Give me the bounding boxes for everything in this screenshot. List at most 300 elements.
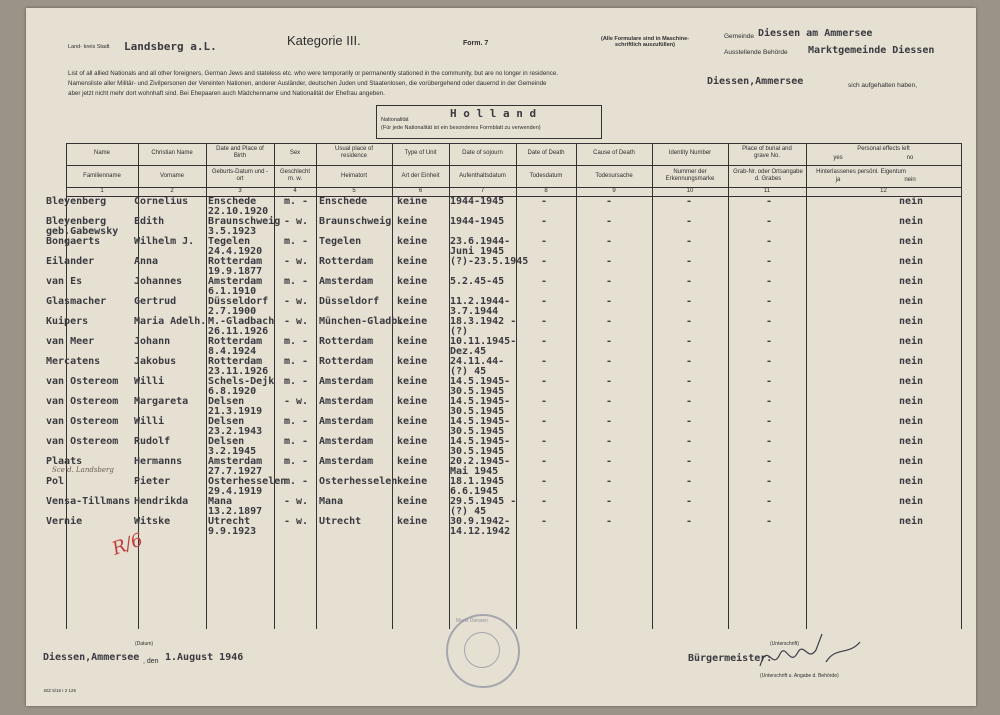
row-first-name: Witske [134, 516, 171, 527]
col-num: 8 [544, 188, 548, 194]
nationality-label: Nationalität [381, 117, 409, 123]
col-num: 11 [763, 188, 771, 194]
row-unit: keine [397, 276, 428, 287]
row-birth-place: Braunschweig [208, 216, 281, 227]
row-birth-date: 6.1.1910 [208, 286, 257, 297]
row-effects: nein [899, 476, 924, 487]
row-effects: nein [899, 216, 924, 227]
empty-cell-dash: - [606, 376, 613, 387]
empty-cell-dash: - [766, 316, 773, 327]
col-header-death-cause: Cause of Death [593, 150, 635, 156]
empty-cell-dash: - [766, 376, 773, 387]
row-date: 18.1.1945 [450, 476, 505, 487]
row-home: München-Gladb. [319, 316, 404, 327]
row-birth-date: 22.10.1920 [208, 206, 269, 217]
row-effects: nein [899, 416, 924, 427]
row-birth-place: Tegelen [208, 236, 251, 247]
empty-cell-dash: - [541, 236, 548, 247]
row-first-name: Wilhelm J. [134, 236, 195, 247]
row-effects: nein [899, 196, 924, 207]
empty-cell-dash: - [541, 396, 548, 407]
row-name: Bleyenberg [46, 196, 107, 207]
row-effects: nein [899, 336, 924, 347]
empty-cell-dash: - [541, 196, 548, 207]
row-birth-date: 23.2.1943 [208, 426, 263, 437]
empty-cell-dash: - [606, 196, 613, 207]
col-num: 2 [170, 188, 174, 194]
empty-cell-dash: - [686, 416, 693, 427]
empty-cell-dash: - [541, 476, 548, 487]
gemeinde-value: Diessen am Ammersee [758, 28, 873, 39]
row-date: 20.2.1945- [450, 456, 511, 467]
row-unit: keine [397, 376, 428, 387]
empty-cell-dash: - [541, 296, 548, 307]
official-seal [446, 614, 520, 688]
col-header-effects-de: Hinterlassenes persönl. Eigentum [816, 169, 906, 175]
row-date-2: 6.6.1945 [450, 486, 499, 497]
row-birth-date: 19.9.1877 [208, 266, 263, 277]
empty-cell-dash: - [766, 416, 773, 427]
row-birth-date: 21.3.1919 [208, 406, 263, 417]
row-birth-place: Delsen [208, 436, 245, 447]
row-effects: nein [899, 516, 924, 527]
intro-german-end: sich aufgehalten haben, [848, 82, 918, 89]
row-home: Rotterdam [319, 336, 374, 347]
date-label: (Datum) [135, 641, 154, 647]
empty-cell-dash: - [606, 236, 613, 247]
row-effects: nein [899, 236, 924, 247]
row-sex: - w. [284, 316, 309, 327]
empty-cell-dash: - [766, 296, 773, 307]
row-effects: nein [899, 256, 924, 267]
footer-date: 1.August 1946 [165, 652, 244, 663]
empty-cell-dash: - [686, 496, 693, 507]
grid-line [316, 143, 317, 629]
row-effects: nein [899, 356, 924, 367]
row-birth-place: Mana [208, 496, 233, 507]
row-date-2: (?) 45 [450, 366, 487, 377]
empty-cell-dash: - [686, 216, 693, 227]
row-name: Kuipers [46, 316, 89, 327]
row-date: 5.2.45-45 [450, 276, 505, 287]
row-birth-date: 6.8.1920 [208, 386, 257, 397]
empty-cell-dash: - [606, 296, 613, 307]
row-date-2: Mai 1945 [450, 466, 499, 477]
gemeinde-label: Gemeinde [724, 33, 754, 40]
col-header-effects-ja: ja [835, 177, 841, 183]
col-header-unit-de: Art der Einheit [401, 173, 440, 179]
col-header-identity-de: Nummer der Erkennungsmarke [665, 169, 715, 182]
row-sex: - w. [284, 396, 309, 407]
row-date: 14.5.1945- [450, 416, 511, 427]
row-birth-date: 3.2.1945 [208, 446, 257, 457]
row-sex: m. - [284, 276, 309, 287]
row-first-name: Anna [134, 256, 159, 267]
grid-line [576, 143, 577, 629]
row-unit: keine [397, 356, 428, 367]
col-header-christian-de: Vorname [159, 173, 184, 179]
empty-cell-dash: - [686, 396, 693, 407]
row-first-name: Johannes [134, 276, 183, 287]
grid-line [392, 143, 393, 629]
row-unit: keine [397, 436, 428, 447]
red-check-mark: R/6 [109, 529, 146, 560]
seal-text: Markt Diessen [456, 618, 488, 624]
row-name: Plaats [46, 456, 83, 467]
row-birth-date: 29.4.1919 [208, 486, 263, 497]
empty-cell-dash: - [606, 256, 613, 267]
row-first-name: Willi [134, 416, 165, 427]
behoerde-label: Ausstellende Behörde [724, 49, 788, 56]
empty-cell-dash: - [686, 296, 693, 307]
row-birth-date: 27.7.1927 [208, 466, 263, 477]
row-first-name: Jakobus [134, 356, 177, 367]
row-birth-place: Enschede [208, 196, 257, 207]
footer-den: , den [143, 658, 159, 665]
row-date-2: 30.5.1945 [450, 406, 505, 417]
row-date: 14.5.1945- [450, 396, 511, 407]
row-home: Rotterdam [319, 356, 374, 367]
row-first-name: Johann [134, 336, 171, 347]
row-sex: - w. [284, 296, 309, 307]
row-first-name: Cornelius [134, 196, 189, 207]
row-name: van Ostereom [46, 436, 119, 447]
row-name: Vernie [46, 516, 83, 527]
empty-cell-dash: - [686, 316, 693, 327]
row-unit: keine [397, 316, 428, 327]
col-header-burial: Place of burial and grave No. [742, 146, 792, 159]
empty-cell-dash: - [606, 516, 613, 527]
row-effects: nein [899, 296, 924, 307]
col-num: 4 [293, 188, 297, 194]
row-birth-place: M.-Gladbach [208, 316, 275, 327]
row-date-2: Juni 1945 [450, 246, 505, 257]
empty-cell-dash: - [766, 236, 773, 247]
col-num: 6 [418, 188, 423, 194]
empty-cell-dash: - [766, 336, 773, 347]
row-home: Amsterdam [319, 436, 374, 447]
empty-cell-dash: - [606, 216, 613, 227]
empty-cell-dash: - [686, 336, 693, 347]
col-header-unit: Type of Unit [404, 150, 437, 156]
mayor-label: Bürgermeister: [688, 653, 773, 664]
empty-cell-dash: - [541, 216, 548, 227]
col-header-death-date-de: Todesdatum [529, 173, 563, 179]
empty-cell-dash: - [686, 516, 693, 527]
empty-cell-dash: - [686, 456, 693, 467]
row-first-name: Hendrikda [134, 496, 189, 507]
col-num: 12 [880, 188, 887, 194]
nationality-value: H o l l a n d [450, 107, 537, 120]
row-effects: nein [899, 456, 924, 467]
row-birth-place: Delsen [208, 396, 245, 407]
row-home: Braunschweig [319, 216, 392, 227]
signature-label: (Unterschrift) [770, 641, 799, 647]
row-effects: nein [899, 396, 924, 407]
row-date-2: 30.5.1945 [450, 386, 505, 397]
row-unit: keine [397, 256, 428, 267]
empty-cell-dash: - [766, 456, 773, 467]
empty-cell-dash: - [541, 496, 548, 507]
row-date: 23.6.1944- [450, 236, 511, 247]
row-unit: keine [397, 396, 428, 407]
row-unit: keine [397, 476, 428, 487]
row-name: Vensa-Tillmans [46, 496, 131, 507]
row-date: 10.11.1945- [450, 336, 517, 347]
row-birth-date: 23.11.1926 [208, 366, 269, 377]
empty-cell-dash: - [686, 196, 693, 207]
row-sex: - w. [284, 256, 309, 267]
col-num: 3 [238, 188, 242, 194]
row-birth-place: Utrecht [208, 516, 251, 527]
form-note: (Alle Formulare sind in Maschine-schriftlich auszufüllen) [600, 36, 690, 48]
col-num: 10 [686, 188, 694, 194]
row-date: 24.11.44- [450, 356, 505, 367]
empty-cell-dash: - [686, 236, 693, 247]
row-name: Bongaerts [46, 236, 101, 247]
row-date: 14.5.1945- [450, 436, 511, 447]
row-home: Amsterdam [319, 416, 374, 427]
col-num: 7 [480, 188, 485, 194]
col-header-christian: Christian Name [151, 150, 193, 156]
col-num: 9 [612, 188, 616, 194]
seal-inner-ring [464, 632, 500, 668]
row-date: 29.5.1945 - [450, 496, 517, 507]
col-header-death-date: Date of Death [527, 150, 565, 156]
empty-cell-dash: - [766, 356, 773, 367]
row-sex: m. - [284, 476, 309, 487]
col-header-sojourn: Date of sojourn [462, 150, 503, 156]
row-name: van Ostereom [46, 416, 119, 427]
row-date: 18.3.1942 - [450, 316, 517, 327]
row-unit: keine [397, 236, 428, 247]
col-header-effects-no: no [906, 155, 914, 161]
empty-cell-dash: - [541, 456, 548, 467]
row-birth-place: Düsseldorf [208, 296, 269, 307]
row-date: 11.2.1944- [450, 296, 511, 307]
grid-line [728, 143, 729, 629]
row-sex: - w. [284, 216, 309, 227]
row-date-2: 14.12.1942 [450, 526, 511, 537]
col-header-sex: Sex [289, 150, 301, 156]
row-name: Pol [46, 476, 65, 487]
empty-cell-dash: - [541, 256, 548, 267]
row-sex: m. - [284, 456, 309, 467]
row-date: 1944-1945 [450, 196, 505, 207]
empty-cell-dash: - [606, 336, 613, 347]
empty-cell-dash: - [606, 416, 613, 427]
empty-cell-dash: - [606, 476, 613, 487]
row-date: 30.9.1942- [450, 516, 511, 527]
row-date: (?)-23.5.1945 [450, 256, 529, 267]
empty-cell-dash: - [766, 216, 773, 227]
row-name-2: geb.Gabewsky [46, 226, 119, 237]
row-home: Amsterdam [319, 276, 374, 287]
col-header-effects-yes: yes [833, 155, 843, 161]
empty-cell-dash: - [766, 496, 773, 507]
intro-german-2: aber jetzt nicht mehr dort wohnhaft sind. Bei Ehepaaren auch Mädchenname und Nationalität der Ehefrau angeben. [68, 90, 385, 97]
nationality-note: (Für jede Nationalität ist ein besonderes Formblatt zu verwenden) [381, 125, 541, 131]
empty-cell-dash: - [686, 256, 693, 267]
row-date: 14.5.1945- [450, 376, 511, 387]
row-sex: m. - [284, 436, 309, 447]
row-unit: keine [397, 336, 428, 347]
row-sex: - w. [284, 516, 309, 527]
header-bottom [66, 196, 962, 197]
empty-cell-dash: - [766, 516, 773, 527]
mayor-signature [756, 632, 866, 676]
empty-cell-dash: - [541, 436, 548, 447]
empty-cell-dash: - [541, 416, 548, 427]
row-birth-place: Rotterdam [208, 256, 263, 267]
row-name: Eilander [46, 256, 95, 267]
row-home: Osterhesselen [319, 476, 398, 487]
row-date: 1944-1945 [450, 216, 505, 227]
col-header-sex-de: Geschlecht m. w. [279, 169, 310, 182]
row-unit: keine [397, 216, 428, 227]
col-header-sojourn-de: Aufenthaltsdatum [459, 173, 506, 179]
row-name: van Ostereom [46, 396, 119, 407]
row-birth-place: Rotterdam [208, 336, 263, 347]
kreis-label: Land- kreis Stadt [68, 44, 110, 50]
row-birth-date: 24.4.1920 [208, 246, 263, 257]
empty-cell-dash: - [766, 436, 773, 447]
empty-cell-dash: - [686, 476, 693, 487]
intro-english: List of all allied Nationals and all other foreigners, German Jews and stateless etc. who were temporarily or permanently stationed in the community, but are no longer in residence. [68, 70, 558, 77]
handwritten-note: Sce d. Landsberg [52, 466, 114, 474]
behoerde-value: Marktgemeinde Diessen [808, 45, 935, 56]
row-date-2: (?) [450, 326, 469, 337]
row-first-name: Willi [134, 376, 165, 387]
empty-cell-dash: - [541, 316, 548, 327]
row-unit: keine [397, 516, 428, 527]
row-effects: nein [899, 376, 924, 387]
row-sex: m. - [284, 236, 309, 247]
grid-line [652, 143, 653, 629]
footer-place: Diessen,Ammersee [43, 652, 140, 663]
col-num: 1 [100, 188, 104, 194]
row-first-name: Maria Adelh. [134, 316, 207, 327]
empty-cell-dash: - [606, 436, 613, 447]
row-unit: keine [397, 196, 428, 207]
row-effects: nein [899, 436, 924, 447]
row-sex: - w. [284, 496, 309, 507]
row-effects: nein [899, 316, 924, 327]
row-sex: m. - [284, 336, 309, 347]
row-birth-date: 2.7.1900 [208, 306, 257, 317]
row-effects: nein [899, 276, 924, 287]
row-name: van Es [46, 276, 83, 287]
empty-cell-dash: - [766, 196, 773, 207]
col-header-effects-nein: nein [904, 177, 916, 183]
row-name: van Ostereom [46, 376, 119, 387]
row-first-name: Margareta [134, 396, 189, 407]
row-date-2: 30.5.1945 [450, 426, 505, 437]
row-first-name: Rudolf [134, 436, 171, 447]
row-name: Mercatens [46, 356, 101, 367]
grid-line [961, 143, 962, 629]
row-birth-place: Rotterdam [208, 356, 263, 367]
col-num: 5 [352, 188, 356, 194]
row-unit: keine [397, 416, 428, 427]
col-header-name-de: Familienname [83, 173, 121, 179]
empty-cell-dash: - [541, 376, 548, 387]
row-home: Tegelen [319, 236, 362, 247]
print-code: B/Z 5/16 I 2 125 [44, 688, 77, 693]
row-home: Amsterdam [319, 376, 374, 387]
row-birth-place: Schels-Dejk [208, 376, 275, 387]
row-birth-date: 8.4.1924 [208, 346, 257, 357]
row-date-2: 3.7.1944 [450, 306, 499, 317]
row-home: Enschede [319, 196, 368, 207]
row-name: Glasmacher [46, 296, 107, 307]
signature-note: (Unterschrift u. Angabe d. Behörde) [760, 673, 839, 679]
empty-cell-dash: - [686, 276, 693, 287]
form-number: Form. 7 [463, 40, 489, 47]
col-header-effects: Personal effects left [857, 146, 910, 152]
col-header-residence: Usual place of residence [334, 146, 374, 159]
row-date-2: (?) 45 [450, 506, 487, 517]
grid-line [206, 143, 207, 629]
row-home: Utrecht [319, 516, 362, 527]
col-header-name: Name [93, 150, 110, 156]
empty-cell-dash: - [766, 476, 773, 487]
row-name: Bleyenberg [46, 216, 107, 227]
grid-line [516, 143, 517, 629]
row-date-2: 30.5.1945 [450, 446, 505, 457]
empty-cell-dash: - [541, 516, 548, 527]
empty-cell-dash: - [606, 496, 613, 507]
col-header-birth-de: Geburts-Datum und -ort [211, 169, 269, 182]
row-birth-date: 13.2.1897 [208, 506, 263, 517]
row-first-name: Hermanns [134, 456, 183, 467]
row-birth-date: 3.5.1923 [208, 226, 257, 237]
empty-cell-dash: - [541, 276, 548, 287]
col-header-burial-de: Grab-Nr. oder Ortsangabe d. Grabes [733, 169, 803, 182]
kreis-value: Landsberg a.L. [124, 40, 217, 53]
empty-cell-dash: - [766, 396, 773, 407]
row-birth-date: 9.9.1923 [208, 526, 257, 537]
empty-cell-dash: - [541, 336, 548, 347]
row-first-name: Gertrud [134, 296, 177, 307]
table-top-border [66, 143, 962, 144]
header-divider [66, 165, 962, 166]
intro-place: Diessen,Ammersee [707, 76, 804, 87]
empty-cell-dash: - [606, 276, 613, 287]
row-first-name: Pieter [134, 476, 171, 487]
form-title: Kategorie III. [287, 33, 361, 48]
empty-cell-dash: - [606, 396, 613, 407]
intro-german: Namensliste aller Militär- und Zivilpersonen der Vereinten Nationen, anderer Ausländer, deutschen Juden und Staatenlosen, die vorübergehend oder dauernd in der Gemeinde [68, 80, 547, 87]
empty-cell-dash: - [766, 256, 773, 267]
row-home: Rotterdam [319, 256, 374, 267]
row-birth-place: Amsterdam [208, 276, 263, 287]
empty-cell-dash: - [686, 436, 693, 447]
row-unit: keine [397, 456, 428, 467]
row-birth-place: Osterhesselen [208, 476, 287, 487]
row-first-name: Edith [134, 216, 165, 227]
empty-cell-dash: - [606, 356, 613, 367]
row-unit: keine [397, 496, 428, 507]
empty-cell-dash: - [606, 316, 613, 327]
col-header-death-cause-de: Todesursache [595, 173, 633, 179]
row-birth-place: Amsterdam [208, 456, 263, 467]
col-header-residence-de: Heimatort [340, 173, 367, 179]
row-effects: nein [899, 496, 924, 507]
row-home: Düsseldorf [319, 296, 380, 307]
empty-cell-dash: - [766, 276, 773, 287]
grid-line [806, 143, 807, 629]
